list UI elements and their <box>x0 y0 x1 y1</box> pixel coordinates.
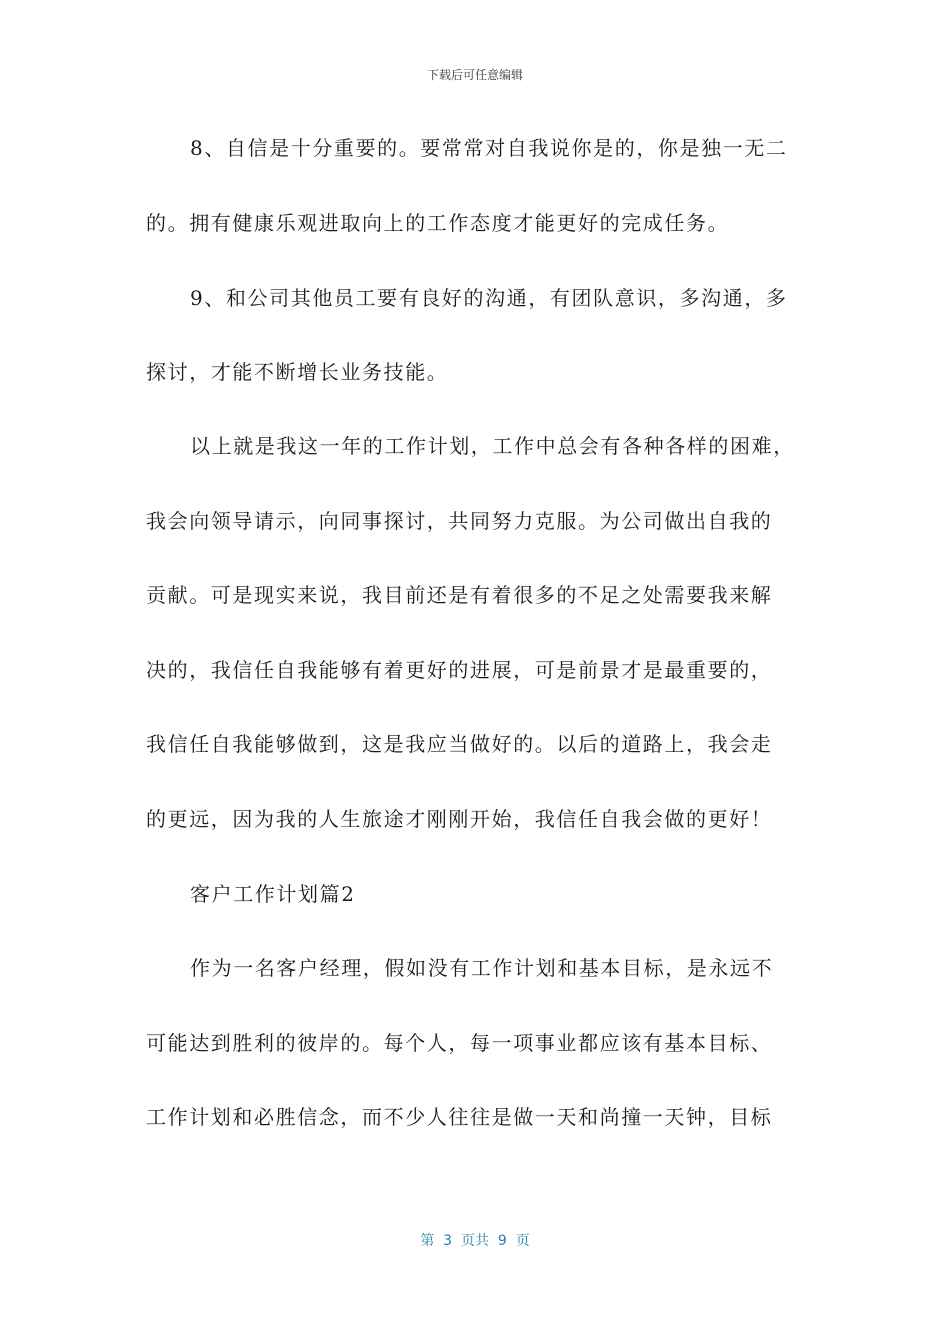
body-line: 贡献。可是现实来说，我目前还是有着很多的不足之处需要我来解 <box>146 583 773 607</box>
body-line: 决的，我信任自我能够有着更好的进展，可是前景才是最重要的， <box>146 658 773 682</box>
body-line: 作为一名客户经理，假如没有工作计划和基本目标，是永远不 <box>190 956 774 980</box>
section-heading: 客户工作计划篇2 <box>190 882 356 906</box>
body-line: 9、和公司其他员工要有良好的沟通，有团队意识，多沟通，多 <box>190 286 788 310</box>
page-number: 第 3 页共 9 页 <box>420 1233 530 1249</box>
body-line: 探讨，才能不断增长业务技能。 <box>146 360 449 384</box>
body-line: 我信任自我能够做到，这是我应当做好的。以后的道路上，我会走 <box>146 732 773 756</box>
body-line: 8、自信是十分重要的。要常常对自我说你是的，你是独一无二 <box>190 136 788 160</box>
body-line: 我会向领导请示，向同事探讨，共同努力克服。为公司做出自我的 <box>146 509 773 533</box>
body-line: 工作计划和必胜信念，而不少人往往是做一天和尚撞一天钟，目标 <box>146 1105 773 1129</box>
body-line: 可能达到胜利的彼岸的。每个人，每一项事业都应该有基本目标、 <box>146 1031 773 1055</box>
document-header: 下载后可任意编辑 <box>426 68 523 82</box>
body-line: 的。拥有健康乐观进取向上的工作态度才能更好的完成任务。 <box>146 211 730 235</box>
body-line: 以上就是我这一年的工作计划，工作中总会有各种各样的困难， <box>190 434 795 458</box>
body-line: 的更远，因为我的人生旅途才刚刚开始，我信任自我会做的更好！ <box>146 807 773 831</box>
